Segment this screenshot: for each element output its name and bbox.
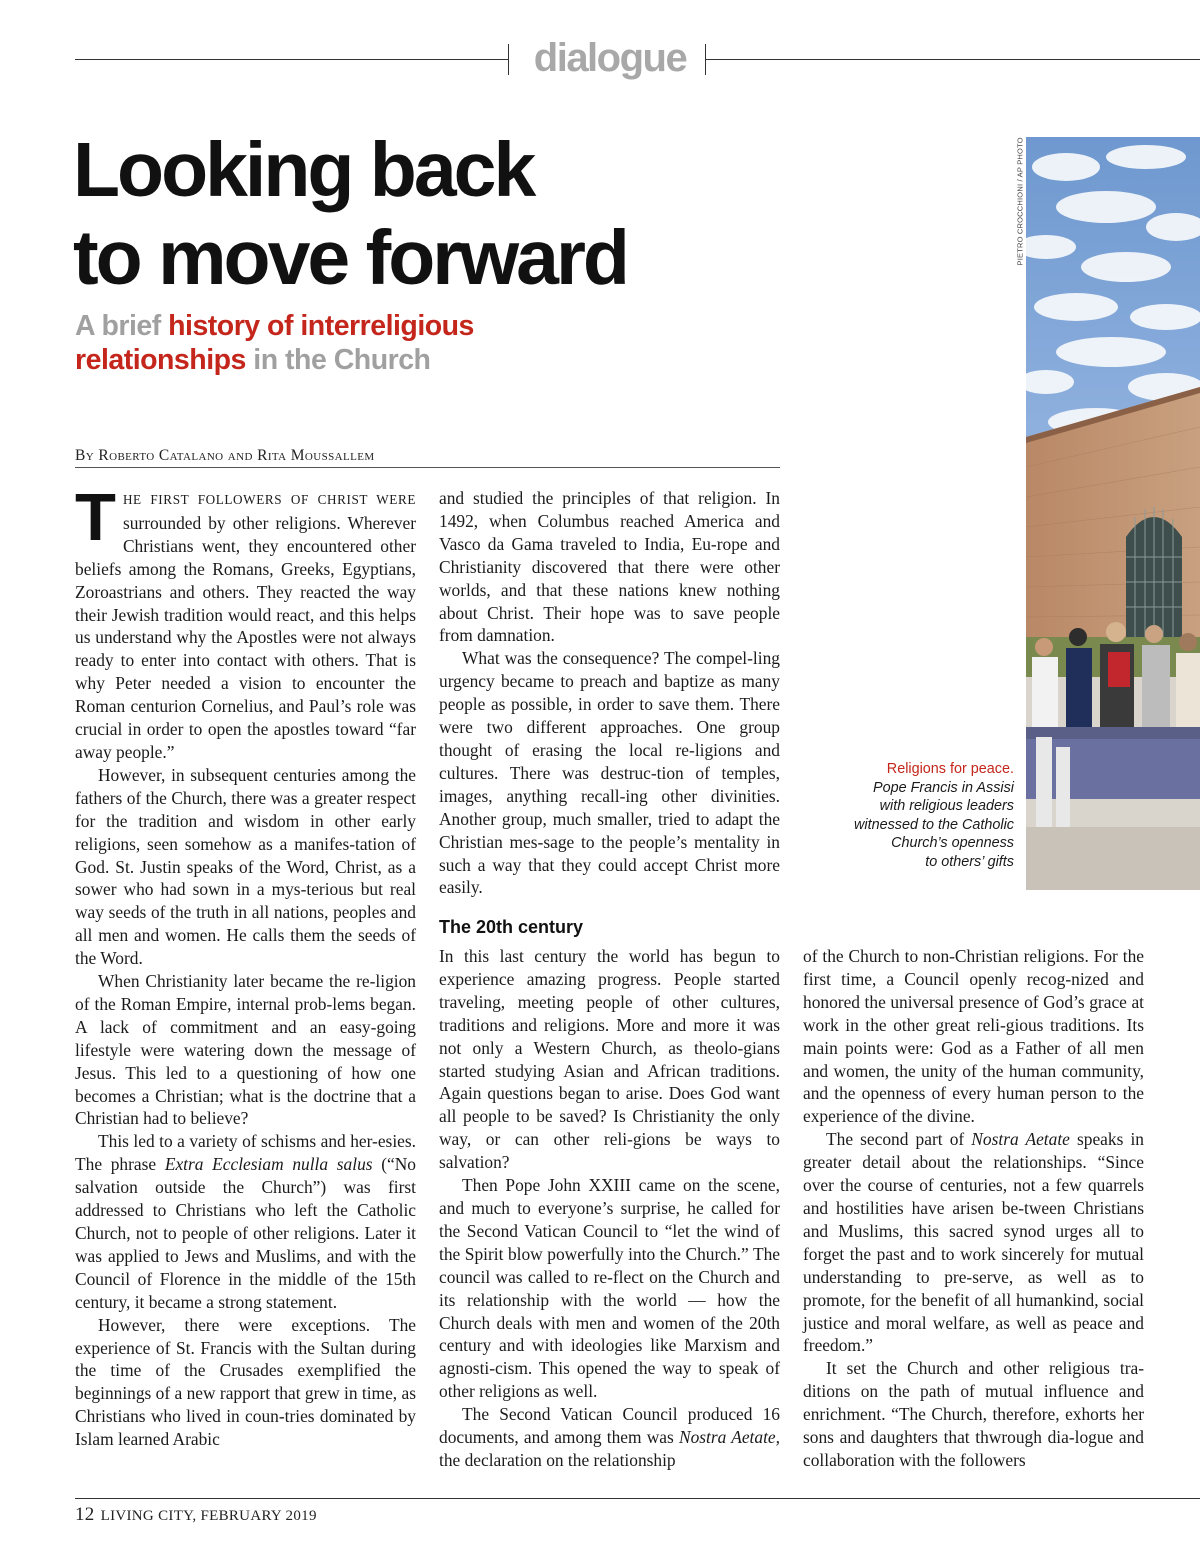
photo-caption [822,760,1014,871]
caption-line: Church’s openness [891,835,1014,851]
article-paragraph: However, in subsequent centuries among the fathers of the Church, there was a greater respect for the tradition and wisdom in other early religions, seen somehow as a manifes-tation of God. St. Justin speaks of the Word, Christ, as a sower who had sown in a mys-terious but real way seeds of the truth in all nations, peoples and all men and women. He calls them the seeds of the Word. [75,764,416,969]
photo-credit: PIETRO CROCCHIONI / AP PHOTO [1015,137,1025,266]
header-rule-left [75,59,508,60]
article-paragraph: However, there were exceptions. The experience of St. Francis with the Sultan during the time of the Crusades exemplified the beginnings of a new rapport that grew in time, as Christians who lived in coun-tries dominated by Islam learned Arabic [75,1314,416,1450]
article-paragraph: The second part of Nostra Aetate speaks in greater detail about the relationships. “Since over the course of centuries, not a few quarrels and hostilities have arisen be-tween Christians and Muslims, this sacred synod urges all to forget the past and to work sincerely for mutual understanding to pre-serve, as well as to promote, for the benefit of all humankind, social justice and moral welfare, as well as peace and freedom.” [803,1129,1144,1356]
article-paragraph: and studied the principles of that religion. In 1492, when Columbus reached America and Vasco da Gama traveled to India, Eu-rope and Christianity discovered that there were other worlds, and that these nations knew nothing about Christ. Their hope was to save people from damnation. [439,488,780,646]
subhead-part-4: in the Church [245,344,431,376]
section-heading: The 20th century [439,917,584,937]
caption-line: with religious leaders [879,798,1014,814]
page-number: 12 [75,1504,95,1525]
subhead-part-1: A brief [75,310,169,342]
article-paragraph: The Second Vatican Council produced 16 documents, and among them was Nostra Aetate, the declaration on the relationship [439,1404,780,1470]
headline-line-2: to move forward [73,215,627,301]
article-paragraph: Then Pope John XXIII came on the scene, and much to everyone’s surprise, he called for the Second Vatican Council to “let the wind of the Spirit blow powerfully into the Church.” The council was called to re-flect on the Church and its relationship with the world — how the Church deals with men and women of the 20th century and with ideologies like Marxism and agnosti-cism. This opened the way to speak of other religions as well. [439,1175,780,1402]
drop-cap: T [75,480,116,555]
subhead-part-3: relationships [75,344,246,376]
article-column-1 [75,480,416,1451]
section-label: dialogue [533,36,687,80]
caption-line: to others’ gifts [925,853,1014,870]
article-paragraph: of the Church to non-Christian religions. For the first time, a Council openly recog-nized and honored the universal presence of God’s grace at work in the other great reli-gious traditions. Its main points were: God as a Father of all men and women, the unity of the human community, and the openness of every human person to the experience of the divine. [803,946,1144,1127]
subhead-part-2: history of interreligious [168,310,474,342]
article-paragraph: This led to a variety of schisms and her-esies. The phrase Extra Ecclesiam nulla salus (“No salvation outside the Church”) was first addressed to Christians who left the Catholic Church, not to people of other religions. Later it was applied to Jews and Muslims, and with the Council of Florence in the middle of the 15th century, it became a strong statement. [75,1131,416,1312]
caption-line: witnessed to the Catholic [854,816,1014,833]
caption-head: Religions for peace. [886,761,1014,777]
byline [75,447,375,465]
article-paragraph: What was the consequence? The compel-ling urgency became to preach and baptize as many people as possible, in order to save them. There were two different approaches. One group thought of erasing the local re-ligions and cultures. There was destruc-tion of temples, images, anything recall-ing other divinities. Another group, much smaller, tried to adapt the Christian mes-sage to the people’s mentality in such a way that they could accept Christ more easily. [439,648,780,898]
caption-line: Pope Francis in Assisi [872,779,1014,796]
byline-rule [75,467,780,468]
headline [73,126,627,302]
article-paragraph: In this last century the world has begun to experience amazing progress. People started traveling, meeting people of other cultures, traditions and religions. More and more it was not only a Western Church, as theolo-gians started studying Asian and African traditions. Again questions began to arise. Does God want all people to be saved? Is Christianity the only way, or can other reli-gions be ways to salvation? [439,946,780,1173]
article-column-3 [803,945,1144,1472]
footer-rule [75,1498,1200,1499]
photo-illustration [1026,137,1200,890]
article-paragraph: When Christianity later became the re-ligion of the Roman Empire, internal prob-lems began. A lack of commitment and an easy-going lifestyle were watering down the message of Jesus. This led to a questioning of how one becomes a Christian; what is the doctrine that a Christian had to believe? [75,971,416,1129]
publication-info: LIVING CITY, FEBRUARY 2019 [100,1508,317,1524]
headline-line-1: Looking back [73,127,534,213]
byline-text: By Roberto Catalano and Rita Moussallem [75,447,375,464]
subheadline [75,309,474,377]
photo-pope-francis-assisi [1026,137,1200,890]
lead-in-small-caps: HE FIRST FOLLOWERS OF CHRIST WERE [122,492,416,507]
header-rule-right [706,59,1200,60]
page-footer [75,1504,317,1526]
article-column-2-lower [439,945,780,1472]
article-paragraph: It set the Church and other religious tra-ditions on the path of mutual influence and enrichment. “The Church, therefore, exhorts her sons and daughters that thwrough dia-logue and collaboration with the followers [803,1358,1144,1470]
article-column-2 [439,487,780,899]
article-paragraph: THE FIRST FOLLOWERS OF CHRIST WERE surrounded by other religions. Wherever Christians went, they encountered other beliefs among the Romans, Greeks, Egyptians, Zoroastrians and others. They reacted the way their Jewish tradition would react, and this helps us understand why the Apostles were not always ready to enter into contact with others. That is why Peter needed a vision to encounter the Roman centurion Cornelius, and Paul’s role was crucial in order to open the apostles toward “far away people.” [75,480,416,762]
header-tick-left [508,44,509,75]
